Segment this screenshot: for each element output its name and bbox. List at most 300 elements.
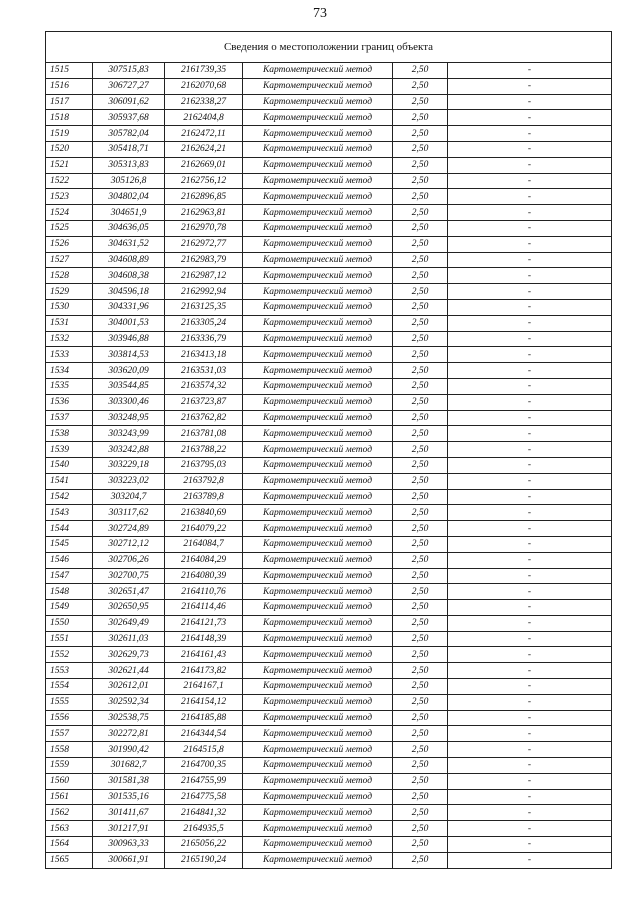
x-coordinate-cell: 302612,01 xyxy=(93,679,165,695)
method-cell: Картометрический метод xyxy=(243,568,393,584)
table-row xyxy=(46,505,612,521)
table-caption: Сведения о местоположении границ объекта xyxy=(46,32,612,63)
table-row xyxy=(46,299,612,315)
point-number-cell: 1528 xyxy=(46,268,93,284)
method-cell: Картометрический метод xyxy=(243,615,393,631)
y-coordinate-cell: 2163336,79 xyxy=(165,331,243,347)
accuracy-cell: 2,50 xyxy=(393,631,448,647)
y-coordinate-cell: 2162992,94 xyxy=(165,284,243,300)
accuracy-cell: 2,50 xyxy=(393,679,448,695)
method-cell: Картометрический метод xyxy=(243,600,393,616)
point-number-cell: 1536 xyxy=(46,394,93,410)
accuracy-cell: 2,50 xyxy=(393,426,448,442)
table-row xyxy=(46,742,612,758)
x-coordinate-cell: 305313,83 xyxy=(93,157,165,173)
y-coordinate-cell: 2163723,87 xyxy=(165,394,243,410)
y-coordinate-cell: 2164344,54 xyxy=(165,726,243,742)
x-coordinate-cell: 304651,9 xyxy=(93,205,165,221)
y-coordinate-cell: 2165056,22 xyxy=(165,837,243,853)
x-coordinate-cell: 302272,81 xyxy=(93,726,165,742)
point-number-cell: 1552 xyxy=(46,647,93,663)
note-cell: - xyxy=(448,426,612,442)
note-cell: - xyxy=(448,679,612,695)
accuracy-cell: 2,50 xyxy=(393,473,448,489)
point-number-cell: 1515 xyxy=(46,63,93,79)
point-number-cell: 1527 xyxy=(46,252,93,268)
method-cell: Картометрический метод xyxy=(243,821,393,837)
x-coordinate-cell: 305418,71 xyxy=(93,141,165,157)
y-coordinate-cell: 2164121,73 xyxy=(165,615,243,631)
y-coordinate-cell: 2164185,88 xyxy=(165,710,243,726)
point-number-cell: 1546 xyxy=(46,552,93,568)
accuracy-cell: 2,50 xyxy=(393,442,448,458)
table-row xyxy=(46,126,612,142)
table-row xyxy=(46,205,612,221)
accuracy-cell: 2,50 xyxy=(393,252,448,268)
x-coordinate-cell: 303248,95 xyxy=(93,410,165,426)
accuracy-cell: 2,50 xyxy=(393,489,448,505)
note-cell: - xyxy=(448,299,612,315)
accuracy-cell: 2,50 xyxy=(393,726,448,742)
point-number-cell: 1543 xyxy=(46,505,93,521)
accuracy-cell: 2,50 xyxy=(393,299,448,315)
y-coordinate-cell: 2162972,77 xyxy=(165,236,243,252)
note-cell: - xyxy=(448,268,612,284)
note-cell: - xyxy=(448,521,612,537)
table-row xyxy=(46,331,612,347)
note-cell: - xyxy=(448,568,612,584)
y-coordinate-cell: 2162070,68 xyxy=(165,78,243,94)
note-cell: - xyxy=(448,457,612,473)
point-number-cell: 1526 xyxy=(46,236,93,252)
method-cell: Картометрический метод xyxy=(243,284,393,300)
method-cell: Картометрический метод xyxy=(243,694,393,710)
table-row xyxy=(46,363,612,379)
accuracy-cell: 2,50 xyxy=(393,284,448,300)
point-number-cell: 1532 xyxy=(46,331,93,347)
note-cell: - xyxy=(448,789,612,805)
y-coordinate-cell: 2164841,32 xyxy=(165,805,243,821)
x-coordinate-cell: 302712,12 xyxy=(93,536,165,552)
method-cell: Картометрический метод xyxy=(243,758,393,774)
note-cell: - xyxy=(448,94,612,110)
point-number-cell: 1529 xyxy=(46,284,93,300)
x-coordinate-cell: 307515,83 xyxy=(93,63,165,79)
table-body xyxy=(46,63,612,869)
y-coordinate-cell: 2164935,5 xyxy=(165,821,243,837)
accuracy-cell: 2,50 xyxy=(393,157,448,173)
method-cell: Картометрический метод xyxy=(243,521,393,537)
accuracy-cell: 2,50 xyxy=(393,63,448,79)
note-cell: - xyxy=(448,315,612,331)
y-coordinate-cell: 2164148,39 xyxy=(165,631,243,647)
y-coordinate-cell: 2164173,82 xyxy=(165,663,243,679)
y-coordinate-cell: 2162963,81 xyxy=(165,205,243,221)
table-row xyxy=(46,694,612,710)
x-coordinate-cell: 304608,89 xyxy=(93,252,165,268)
method-cell: Картометрический метод xyxy=(243,837,393,853)
point-number-cell: 1525 xyxy=(46,220,93,236)
method-cell: Картометрический метод xyxy=(243,126,393,142)
note-cell: - xyxy=(448,852,612,868)
method-cell: Картометрический метод xyxy=(243,536,393,552)
table-row xyxy=(46,552,612,568)
point-number-cell: 1534 xyxy=(46,363,93,379)
boundary-coordinates-table xyxy=(45,31,612,869)
method-cell: Картометрический метод xyxy=(243,473,393,489)
note-cell: - xyxy=(448,584,612,600)
accuracy-cell: 2,50 xyxy=(393,94,448,110)
x-coordinate-cell: 303242,88 xyxy=(93,442,165,458)
accuracy-cell: 2,50 xyxy=(393,647,448,663)
x-coordinate-cell: 302592,34 xyxy=(93,694,165,710)
y-coordinate-cell: 2164700,35 xyxy=(165,758,243,774)
accuracy-cell: 2,50 xyxy=(393,505,448,521)
table-row xyxy=(46,378,612,394)
table-row xyxy=(46,94,612,110)
x-coordinate-cell: 302650,95 xyxy=(93,600,165,616)
note-cell: - xyxy=(448,536,612,552)
note-cell: - xyxy=(448,837,612,853)
point-number-cell: 1555 xyxy=(46,694,93,710)
y-coordinate-cell: 2162669,01 xyxy=(165,157,243,173)
y-coordinate-cell: 2163305,24 xyxy=(165,315,243,331)
accuracy-cell: 2,50 xyxy=(393,457,448,473)
accuracy-cell: 2,50 xyxy=(393,852,448,868)
point-number-cell: 1547 xyxy=(46,568,93,584)
point-number-cell: 1533 xyxy=(46,347,93,363)
table-row xyxy=(46,710,612,726)
method-cell: Картометрический метод xyxy=(243,442,393,458)
y-coordinate-cell: 2164154,12 xyxy=(165,694,243,710)
point-number-cell: 1516 xyxy=(46,78,93,94)
accuracy-cell: 2,50 xyxy=(393,378,448,394)
table-row xyxy=(46,63,612,79)
x-coordinate-cell: 303946,88 xyxy=(93,331,165,347)
method-cell: Картометрический метод xyxy=(243,789,393,805)
x-coordinate-cell: 303814,53 xyxy=(93,347,165,363)
x-coordinate-cell: 302538,75 xyxy=(93,710,165,726)
point-number-cell: 1549 xyxy=(46,600,93,616)
point-number-cell: 1520 xyxy=(46,141,93,157)
table-row xyxy=(46,679,612,695)
x-coordinate-cell: 302611,03 xyxy=(93,631,165,647)
note-cell: - xyxy=(448,600,612,616)
y-coordinate-cell: 2164084,7 xyxy=(165,536,243,552)
accuracy-cell: 2,50 xyxy=(393,268,448,284)
table-row xyxy=(46,789,612,805)
accuracy-cell: 2,50 xyxy=(393,331,448,347)
x-coordinate-cell: 304001,53 xyxy=(93,315,165,331)
table-row xyxy=(46,426,612,442)
x-coordinate-cell: 303204,7 xyxy=(93,489,165,505)
table-row xyxy=(46,394,612,410)
y-coordinate-cell: 2162987,12 xyxy=(165,268,243,284)
accuracy-cell: 2,50 xyxy=(393,126,448,142)
y-coordinate-cell: 2164114,46 xyxy=(165,600,243,616)
page-number: 73 xyxy=(313,6,327,21)
x-coordinate-cell: 301411,67 xyxy=(93,805,165,821)
note-cell: - xyxy=(448,694,612,710)
note-cell: - xyxy=(448,363,612,379)
x-coordinate-cell: 301535,16 xyxy=(93,789,165,805)
note-cell: - xyxy=(448,110,612,126)
method-cell: Картометрический метод xyxy=(243,299,393,315)
method-cell: Картометрический метод xyxy=(243,205,393,221)
note-cell: - xyxy=(448,552,612,568)
x-coordinate-cell: 302706,26 xyxy=(93,552,165,568)
x-coordinate-cell: 300963,33 xyxy=(93,837,165,853)
point-number-cell: 1531 xyxy=(46,315,93,331)
table-caption-row xyxy=(46,32,612,63)
accuracy-cell: 2,50 xyxy=(393,236,448,252)
table-row xyxy=(46,110,612,126)
method-cell: Картометрический метод xyxy=(243,552,393,568)
point-number-cell: 1521 xyxy=(46,157,93,173)
note-cell: - xyxy=(448,631,612,647)
note-cell: - xyxy=(448,220,612,236)
point-number-cell: 1557 xyxy=(46,726,93,742)
method-cell: Картометрический метод xyxy=(243,852,393,868)
note-cell: - xyxy=(448,410,612,426)
y-coordinate-cell: 2163574,32 xyxy=(165,378,243,394)
note-cell: - xyxy=(448,126,612,142)
note-cell: - xyxy=(448,173,612,189)
point-number-cell: 1544 xyxy=(46,521,93,537)
accuracy-cell: 2,50 xyxy=(393,78,448,94)
table-row xyxy=(46,410,612,426)
accuracy-cell: 2,50 xyxy=(393,615,448,631)
table-row xyxy=(46,600,612,616)
note-cell: - xyxy=(448,505,612,521)
x-coordinate-cell: 303117,62 xyxy=(93,505,165,521)
y-coordinate-cell: 2164775,58 xyxy=(165,789,243,805)
y-coordinate-cell: 2163413,18 xyxy=(165,347,243,363)
x-coordinate-cell: 300661,91 xyxy=(93,852,165,868)
accuracy-cell: 2,50 xyxy=(393,394,448,410)
point-number-cell: 1537 xyxy=(46,410,93,426)
table-row xyxy=(46,568,612,584)
method-cell: Картометрический метод xyxy=(243,378,393,394)
note-cell: - xyxy=(448,141,612,157)
note-cell: - xyxy=(448,647,612,663)
accuracy-cell: 2,50 xyxy=(393,521,448,537)
table-row xyxy=(46,347,612,363)
table-row xyxy=(46,442,612,458)
x-coordinate-cell: 304608,38 xyxy=(93,268,165,284)
method-cell: Картометрический метод xyxy=(243,457,393,473)
point-number-cell: 1545 xyxy=(46,536,93,552)
note-cell: - xyxy=(448,821,612,837)
method-cell: Картометрический метод xyxy=(243,426,393,442)
method-cell: Картометрический метод xyxy=(243,347,393,363)
x-coordinate-cell: 301217,91 xyxy=(93,821,165,837)
method-cell: Картометрический метод xyxy=(243,268,393,284)
note-cell: - xyxy=(448,252,612,268)
note-cell: - xyxy=(448,394,612,410)
x-coordinate-cell: 302700,75 xyxy=(93,568,165,584)
accuracy-cell: 2,50 xyxy=(393,584,448,600)
note-cell: - xyxy=(448,78,612,94)
point-number-cell: 1542 xyxy=(46,489,93,505)
x-coordinate-cell: 302621,44 xyxy=(93,663,165,679)
point-number-cell: 1538 xyxy=(46,426,93,442)
note-cell: - xyxy=(448,726,612,742)
x-coordinate-cell: 302629,73 xyxy=(93,647,165,663)
x-coordinate-cell: 303620,09 xyxy=(93,363,165,379)
y-coordinate-cell: 2164755,99 xyxy=(165,773,243,789)
accuracy-cell: 2,50 xyxy=(393,315,448,331)
method-cell: Картометрический метод xyxy=(243,631,393,647)
x-coordinate-cell: 305126,8 xyxy=(93,173,165,189)
accuracy-cell: 2,50 xyxy=(393,600,448,616)
x-coordinate-cell: 303544,85 xyxy=(93,378,165,394)
y-coordinate-cell: 2163792,8 xyxy=(165,473,243,489)
table-row xyxy=(46,173,612,189)
method-cell: Картометрический метод xyxy=(243,141,393,157)
x-coordinate-cell: 303229,18 xyxy=(93,457,165,473)
y-coordinate-cell: 2163531,03 xyxy=(165,363,243,379)
table-row xyxy=(46,157,612,173)
method-cell: Картометрический метод xyxy=(243,173,393,189)
note-cell: - xyxy=(448,805,612,821)
table-row xyxy=(46,315,612,331)
x-coordinate-cell: 303223,02 xyxy=(93,473,165,489)
table-row xyxy=(46,584,612,600)
y-coordinate-cell: 2161739,35 xyxy=(165,63,243,79)
x-coordinate-cell: 304636,05 xyxy=(93,220,165,236)
note-cell: - xyxy=(448,473,612,489)
x-coordinate-cell: 302651,47 xyxy=(93,584,165,600)
note-cell: - xyxy=(448,442,612,458)
table-row xyxy=(46,141,612,157)
point-number-cell: 1560 xyxy=(46,773,93,789)
note-cell: - xyxy=(448,236,612,252)
accuracy-cell: 2,50 xyxy=(393,173,448,189)
y-coordinate-cell: 2165190,24 xyxy=(165,852,243,868)
accuracy-cell: 2,50 xyxy=(393,805,448,821)
point-number-cell: 1540 xyxy=(46,457,93,473)
y-coordinate-cell: 2163789,8 xyxy=(165,489,243,505)
y-coordinate-cell: 2164167,1 xyxy=(165,679,243,695)
accuracy-cell: 2,50 xyxy=(393,837,448,853)
point-number-cell: 1561 xyxy=(46,789,93,805)
point-number-cell: 1539 xyxy=(46,442,93,458)
x-coordinate-cell: 305782,04 xyxy=(93,126,165,142)
note-cell: - xyxy=(448,189,612,205)
y-coordinate-cell: 2162338,27 xyxy=(165,94,243,110)
note-cell: - xyxy=(448,773,612,789)
accuracy-cell: 2,50 xyxy=(393,141,448,157)
accuracy-cell: 2,50 xyxy=(393,536,448,552)
method-cell: Картометрический метод xyxy=(243,94,393,110)
y-coordinate-cell: 2162983,79 xyxy=(165,252,243,268)
accuracy-cell: 2,50 xyxy=(393,363,448,379)
table-row xyxy=(46,726,612,742)
y-coordinate-cell: 2164079,22 xyxy=(165,521,243,537)
x-coordinate-cell: 303243,99 xyxy=(93,426,165,442)
method-cell: Картометрический метод xyxy=(243,78,393,94)
table-row xyxy=(46,758,612,774)
point-number-cell: 1564 xyxy=(46,837,93,853)
table-row xyxy=(46,852,612,868)
table-row xyxy=(46,268,612,284)
y-coordinate-cell: 2163762,82 xyxy=(165,410,243,426)
point-number-cell: 1522 xyxy=(46,173,93,189)
note-cell: - xyxy=(448,489,612,505)
method-cell: Картометрический метод xyxy=(243,331,393,347)
point-number-cell: 1553 xyxy=(46,663,93,679)
y-coordinate-cell: 2162896,85 xyxy=(165,189,243,205)
table-row xyxy=(46,647,612,663)
y-coordinate-cell: 2164161,43 xyxy=(165,647,243,663)
accuracy-cell: 2,50 xyxy=(393,552,448,568)
accuracy-cell: 2,50 xyxy=(393,568,448,584)
method-cell: Картометрический метод xyxy=(243,315,393,331)
accuracy-cell: 2,50 xyxy=(393,758,448,774)
table-row xyxy=(46,805,612,821)
method-cell: Картометрический метод xyxy=(243,236,393,252)
y-coordinate-cell: 2162624,21 xyxy=(165,141,243,157)
table-row xyxy=(46,220,612,236)
method-cell: Картометрический метод xyxy=(243,805,393,821)
method-cell: Картометрический метод xyxy=(243,394,393,410)
accuracy-cell: 2,50 xyxy=(393,821,448,837)
note-cell: - xyxy=(448,378,612,394)
accuracy-cell: 2,50 xyxy=(393,205,448,221)
point-number-cell: 1559 xyxy=(46,758,93,774)
table-row xyxy=(46,189,612,205)
note-cell: - xyxy=(448,284,612,300)
y-coordinate-cell: 2163795,03 xyxy=(165,457,243,473)
accuracy-cell: 2,50 xyxy=(393,189,448,205)
y-coordinate-cell: 2162756,12 xyxy=(165,173,243,189)
table-row xyxy=(46,663,612,679)
x-coordinate-cell: 304631,52 xyxy=(93,236,165,252)
point-number-cell: 1551 xyxy=(46,631,93,647)
accuracy-cell: 2,50 xyxy=(393,347,448,363)
accuracy-cell: 2,50 xyxy=(393,742,448,758)
point-number-cell: 1518 xyxy=(46,110,93,126)
y-coordinate-cell: 2164084,29 xyxy=(165,552,243,568)
note-cell: - xyxy=(448,663,612,679)
note-cell: - xyxy=(448,63,612,79)
table-row xyxy=(46,821,612,837)
note-cell: - xyxy=(448,710,612,726)
table-row xyxy=(46,473,612,489)
method-cell: Картометрический метод xyxy=(243,363,393,379)
method-cell: Картометрический метод xyxy=(243,220,393,236)
method-cell: Картометрический метод xyxy=(243,157,393,173)
point-number-cell: 1517 xyxy=(46,94,93,110)
note-cell: - xyxy=(448,157,612,173)
y-coordinate-cell: 2162404,8 xyxy=(165,110,243,126)
x-coordinate-cell: 306727,27 xyxy=(93,78,165,94)
table-row xyxy=(46,773,612,789)
y-coordinate-cell: 2162970,78 xyxy=(165,220,243,236)
table-row xyxy=(46,252,612,268)
point-number-cell: 1563 xyxy=(46,821,93,837)
method-cell: Картометрический метод xyxy=(243,726,393,742)
point-number-cell: 1530 xyxy=(46,299,93,315)
y-coordinate-cell: 2164080,39 xyxy=(165,568,243,584)
y-coordinate-cell: 2163781,08 xyxy=(165,426,243,442)
accuracy-cell: 2,50 xyxy=(393,410,448,426)
method-cell: Картометрический метод xyxy=(243,742,393,758)
accuracy-cell: 2,50 xyxy=(393,110,448,126)
point-number-cell: 1548 xyxy=(46,584,93,600)
y-coordinate-cell: 2163125,35 xyxy=(165,299,243,315)
